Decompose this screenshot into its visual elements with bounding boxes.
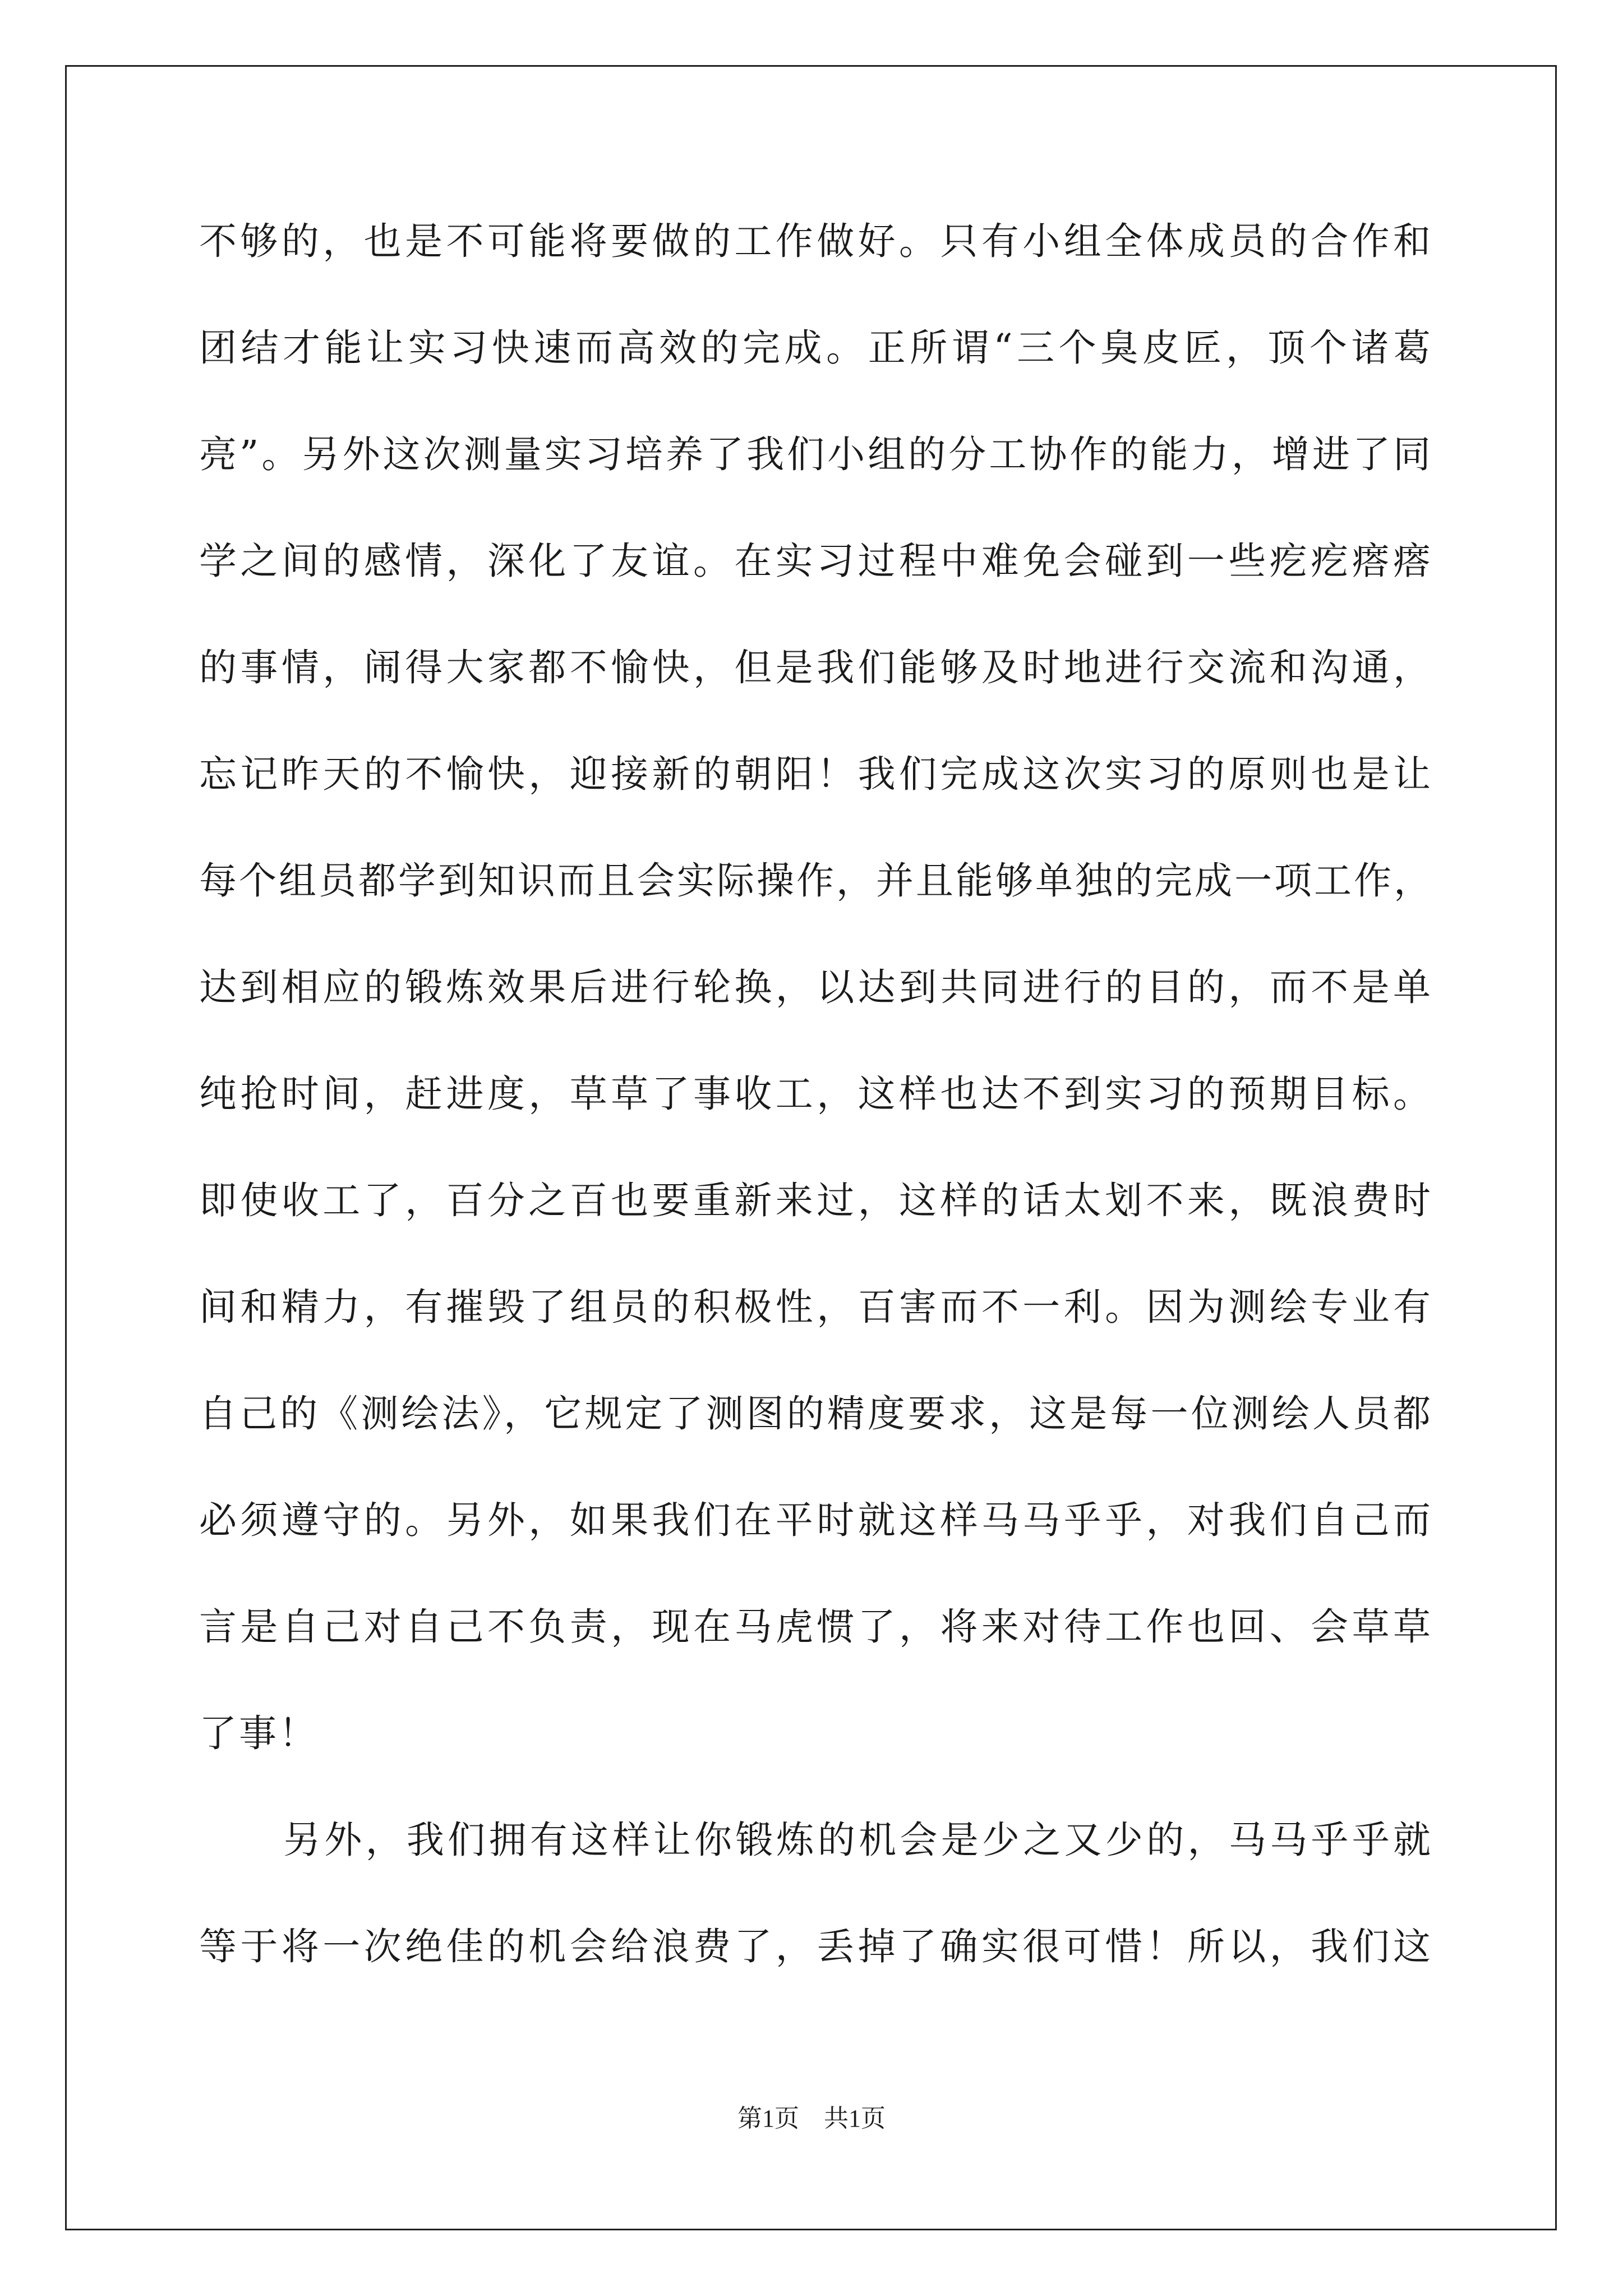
text-line-1: 不够的，也是不可能将要做的工作做好。只有小组全体成员的合作和 bbox=[199, 219, 1433, 263]
text-line-15: 了事！ bbox=[199, 1711, 319, 1755]
text-line-10: 即使收工了，百分之百也要重新来过，这样的话太划不来，既浪费时 bbox=[199, 1179, 1433, 1222]
text-line-9: 纯抢时间，赶进度，草草了事收工，这样也达不到实习的预期目标。 bbox=[199, 1072, 1433, 1116]
text-line-7: 每个组员都学到知识而且会实际操作，并且能够单独的完成一项工作， bbox=[199, 859, 1433, 903]
text-line-4: 学之间的感情，深化了友谊。在实习过程中难免会碰到一些疙疙瘩瘩 bbox=[199, 539, 1433, 583]
text-line-2: 团结才能让实习快速而高效的完成。正所谓“三个臭皮匠，顶个诸葛 bbox=[199, 326, 1433, 370]
page-number: 第1页 共1页 bbox=[737, 2105, 886, 2132]
document-body bbox=[199, 213, 1433, 2025]
text-line-3: 亮”。另外这次测量实习培养了我们小组的分工协作的能力，增进了同 bbox=[199, 432, 1433, 476]
text-line-14: 言是自己对自己不负责，现在马虎惯了，将来对待工作也回、会草草 bbox=[199, 1605, 1433, 1649]
text-line-6: 忘记昨天的不愉快，迎接新的朝阳！我们完成这次实习的原则也是让 bbox=[199, 752, 1433, 796]
text-line-12: 自己的《测绘法》，它规定了测图的精度要求，这是每一位测绘人员都 bbox=[199, 1392, 1433, 1435]
text-line-11: 间和精力，有摧毁了组员的积极性，百害而不一利。因为测绘专业有 bbox=[199, 1285, 1433, 1329]
text-line-13: 必须遵守的。另外，如果我们在平时就这样马马乎乎，对我们自己而 bbox=[199, 1498, 1433, 1542]
text-line-16: 另外，我们拥有这样让你锻炼的机会是少之又少的，马马乎乎就 bbox=[283, 1818, 1433, 1862]
text-line-8: 达到相应的锻炼效果后进行轮换，以达到共同进行的目的，而不是单 bbox=[199, 965, 1433, 1009]
text-line-5: 的事情，闹得大家都不愉快，但是我们能够及时地进行交流和沟通， bbox=[199, 646, 1433, 689]
text-line-17: 等于将一次绝佳的机会给浪费了，丢掉了确实很可惜！所以，我们这 bbox=[199, 1925, 1433, 1968]
